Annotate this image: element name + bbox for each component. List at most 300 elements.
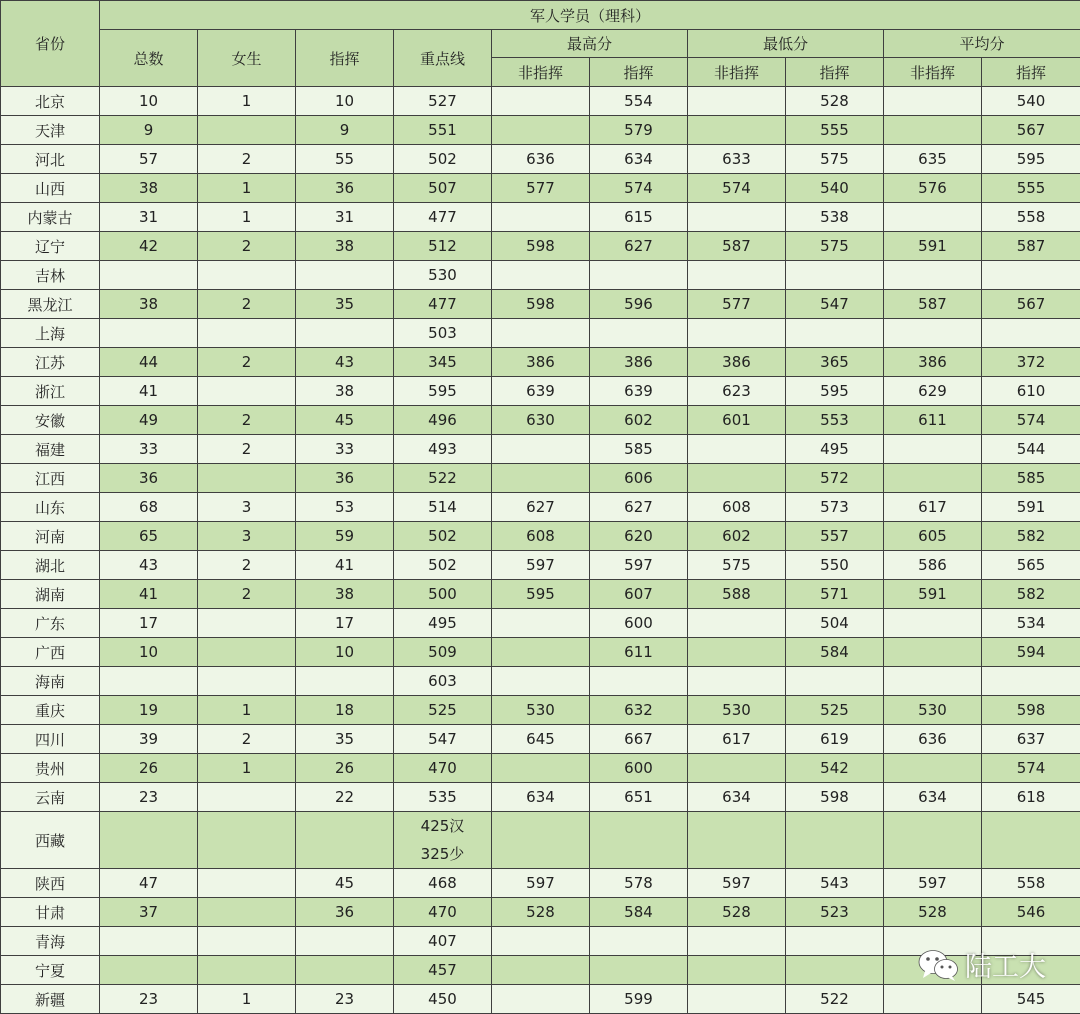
keyline-cell: 595: [394, 377, 492, 406]
command-cell: 31: [296, 203, 394, 232]
command-cell: 22: [296, 783, 394, 812]
avg-noncommand-cell: [884, 812, 982, 869]
max-command-cell: 574: [590, 174, 688, 203]
max-noncommand-cell: 595: [492, 580, 590, 609]
max-command-cell: 597: [590, 551, 688, 580]
total-cell: 68: [100, 493, 198, 522]
min-noncommand-cell: [688, 956, 786, 985]
watermark-text: 陆工大: [965, 945, 1046, 984]
min-noncommand-cell: [688, 435, 786, 464]
avg-noncommand-cell: 636: [884, 725, 982, 754]
max-noncommand-cell: [492, 927, 590, 956]
female-cell: [198, 638, 296, 667]
min-noncommand-cell: [688, 985, 786, 1014]
total-cell: 39: [100, 725, 198, 754]
province-cell: 陕西: [1, 869, 100, 898]
avg-noncommand-cell: [884, 667, 982, 696]
female-cell: 1: [198, 174, 296, 203]
avg-noncommand-cell: 530: [884, 696, 982, 725]
command-cell: 18: [296, 696, 394, 725]
min-noncommand-cell: 601: [688, 406, 786, 435]
province-cell: 青海: [1, 927, 100, 956]
max-command-cell: 599: [590, 985, 688, 1014]
avg-command-cell: [982, 261, 1080, 290]
female-cell: [198, 898, 296, 927]
command-cell: 45: [296, 869, 394, 898]
header-max-command: 指挥: [590, 58, 688, 87]
female-cell: 2: [198, 551, 296, 580]
max-noncommand-cell: [492, 667, 590, 696]
female-cell: [198, 116, 296, 145]
province-cell: 湖南: [1, 580, 100, 609]
keyline-cell: 547: [394, 725, 492, 754]
keyline-cell: 450: [394, 985, 492, 1014]
female-cell: [198, 464, 296, 493]
max-noncommand-cell: [492, 812, 590, 869]
province-cell: 海南: [1, 667, 100, 696]
female-cell: 1: [198, 87, 296, 116]
province-cell: 河南: [1, 522, 100, 551]
command-cell: 10: [296, 87, 394, 116]
province-cell: 河北: [1, 145, 100, 174]
max-command-cell: 585: [590, 435, 688, 464]
command-cell: 36: [296, 174, 394, 203]
avg-noncommand-cell: [884, 754, 982, 783]
watermark: [917, 945, 1046, 984]
table-row: [1, 203, 1080, 232]
max-command-cell: 615: [590, 203, 688, 232]
table-row: [1, 898, 1080, 927]
max-command-cell: 606: [590, 464, 688, 493]
min-noncommand-cell: [688, 261, 786, 290]
min-command-cell: 365: [786, 348, 884, 377]
min-command-cell: 495: [786, 435, 884, 464]
avg-command-cell: 574: [982, 754, 1080, 783]
max-noncommand-cell: 608: [492, 522, 590, 551]
keyline-cell: 503: [394, 319, 492, 348]
avg-command-cell: 637: [982, 725, 1080, 754]
table-row: [1, 348, 1080, 377]
keyline-cell: 522: [394, 464, 492, 493]
min-command-cell: 595: [786, 377, 884, 406]
province-cell: 广西: [1, 638, 100, 667]
avg-command-cell: 567: [982, 116, 1080, 145]
min-command-cell: [786, 667, 884, 696]
min-command-cell: 572: [786, 464, 884, 493]
table-row: [1, 783, 1080, 812]
header-female: 女生: [198, 30, 296, 87]
min-command-cell: 550: [786, 551, 884, 580]
command-cell: 43: [296, 348, 394, 377]
min-command-cell: 523: [786, 898, 884, 927]
total-cell: 26: [100, 754, 198, 783]
max-command-cell: 579: [590, 116, 688, 145]
keyline-cell: 502: [394, 145, 492, 174]
command-cell: 59: [296, 522, 394, 551]
total-cell: 49: [100, 406, 198, 435]
female-cell: 2: [198, 145, 296, 174]
female-cell: 2: [198, 725, 296, 754]
header-total: 总数: [100, 30, 198, 87]
max-command-cell: 554: [590, 87, 688, 116]
max-noncommand-cell: [492, 116, 590, 145]
avg-noncommand-cell: 528: [884, 898, 982, 927]
max-noncommand-cell: 627: [492, 493, 590, 522]
province-cell: 安徽: [1, 406, 100, 435]
avg-command-cell: 618: [982, 783, 1080, 812]
table-row: [1, 87, 1080, 116]
min-noncommand-cell: 602: [688, 522, 786, 551]
min-command-cell: [786, 927, 884, 956]
province-cell: 江苏: [1, 348, 100, 377]
female-cell: 2: [198, 348, 296, 377]
female-cell: 2: [198, 435, 296, 464]
avg-command-cell: 582: [982, 580, 1080, 609]
keyline-cell: [394, 812, 492, 869]
table-row: [1, 985, 1080, 1014]
command-cell: 35: [296, 290, 394, 319]
max-command-cell: 578: [590, 869, 688, 898]
min-command-cell: [786, 319, 884, 348]
keyline-cell: 477: [394, 203, 492, 232]
province-cell: 西藏: [1, 812, 100, 869]
avg-command-cell: 598: [982, 696, 1080, 725]
avg-command-cell: 595: [982, 145, 1080, 174]
header-province: 省份: [1, 1, 100, 87]
min-noncommand-cell: 597: [688, 869, 786, 898]
header-avg-noncommand: 非指挥: [884, 58, 982, 87]
header-group-title: 军人学员（理科）: [100, 1, 1080, 30]
total-cell: 36: [100, 464, 198, 493]
max-command-cell: 602: [590, 406, 688, 435]
max-noncommand-cell: 636: [492, 145, 590, 174]
max-noncommand-cell: 530: [492, 696, 590, 725]
keyline-cell: 509: [394, 638, 492, 667]
avg-command-cell: 594: [982, 638, 1080, 667]
avg-noncommand-cell: [884, 203, 982, 232]
command-cell: 26: [296, 754, 394, 783]
header-min-score: 最低分: [688, 30, 884, 58]
table-row: [1, 551, 1080, 580]
max-command-cell: [590, 812, 688, 869]
header-keyline: 重点线: [394, 30, 492, 87]
total-cell: 57: [100, 145, 198, 174]
command-cell: 38: [296, 580, 394, 609]
max-noncommand-cell: [492, 609, 590, 638]
keyline-cell: 502: [394, 551, 492, 580]
header-min-noncommand: 非指挥: [688, 58, 786, 87]
max-noncommand-cell: 528: [492, 898, 590, 927]
command-cell: 38: [296, 377, 394, 406]
total-cell: [100, 812, 198, 869]
province-cell: 湖北: [1, 551, 100, 580]
table-row: [1, 232, 1080, 261]
table-row: [1, 638, 1080, 667]
total-cell: 33: [100, 435, 198, 464]
avg-command-cell: 558: [982, 869, 1080, 898]
female-cell: 2: [198, 580, 296, 609]
max-noncommand-cell: 386: [492, 348, 590, 377]
min-noncommand-cell: 574: [688, 174, 786, 203]
avg-command-cell: 372: [982, 348, 1080, 377]
max-noncommand-cell: [492, 956, 590, 985]
female-cell: [198, 783, 296, 812]
command-cell: 55: [296, 145, 394, 174]
max-command-cell: [590, 319, 688, 348]
province-cell: 山西: [1, 174, 100, 203]
avg-command-cell: [982, 319, 1080, 348]
table-row: [1, 464, 1080, 493]
min-noncommand-cell: [688, 464, 786, 493]
female-cell: 1: [198, 203, 296, 232]
province-cell: 宁夏: [1, 956, 100, 985]
total-cell: 42: [100, 232, 198, 261]
command-cell: 17: [296, 609, 394, 638]
keyline-cell: 407: [394, 927, 492, 956]
total-cell: 19: [100, 696, 198, 725]
total-cell: 47: [100, 869, 198, 898]
total-cell: 9: [100, 116, 198, 145]
header-min-command: 指挥: [786, 58, 884, 87]
total-cell: 38: [100, 290, 198, 319]
keyline-cell: 500: [394, 580, 492, 609]
min-command-cell: 522: [786, 985, 884, 1014]
max-noncommand-cell: [492, 203, 590, 232]
max-command-cell: 639: [590, 377, 688, 406]
total-cell: 23: [100, 783, 198, 812]
min-noncommand-cell: 623: [688, 377, 786, 406]
min-command-cell: 547: [786, 290, 884, 319]
max-command-cell: 607: [590, 580, 688, 609]
max-command-cell: 632: [590, 696, 688, 725]
max-command-cell: [590, 261, 688, 290]
min-command-cell: 571: [786, 580, 884, 609]
total-cell: 41: [100, 580, 198, 609]
min-command-cell: 504: [786, 609, 884, 638]
min-noncommand-cell: 386: [688, 348, 786, 377]
table-row: [1, 869, 1080, 898]
command-cell: [296, 319, 394, 348]
max-command-cell: 634: [590, 145, 688, 174]
province-cell: 山东: [1, 493, 100, 522]
avg-noncommand-cell: [884, 609, 982, 638]
keyline-cell: 470: [394, 754, 492, 783]
avg-command-cell: 585: [982, 464, 1080, 493]
province-cell: 四川: [1, 725, 100, 754]
avg-noncommand-cell: 635: [884, 145, 982, 174]
min-noncommand-cell: 587: [688, 232, 786, 261]
total-cell: 43: [100, 551, 198, 580]
table-row: [1, 609, 1080, 638]
max-noncommand-cell: [492, 638, 590, 667]
min-noncommand-cell: 617: [688, 725, 786, 754]
table-row: [1, 145, 1080, 174]
keyline-cell: 512: [394, 232, 492, 261]
female-cell: 3: [198, 493, 296, 522]
command-cell: 35: [296, 725, 394, 754]
command-cell: [296, 956, 394, 985]
table-row: [1, 725, 1080, 754]
total-cell: 41: [100, 377, 198, 406]
avg-noncommand-cell: 576: [884, 174, 982, 203]
keyline-cell: 525: [394, 696, 492, 725]
province-cell: 辽宁: [1, 232, 100, 261]
total-cell: 31: [100, 203, 198, 232]
max-noncommand-cell: 645: [492, 725, 590, 754]
min-command-cell: 528: [786, 87, 884, 116]
max-noncommand-cell: [492, 87, 590, 116]
avg-command-cell: 610: [982, 377, 1080, 406]
table-row: [1, 319, 1080, 348]
min-command-cell: 598: [786, 783, 884, 812]
keyline-minority: 325少: [394, 840, 491, 868]
avg-command-cell: 544: [982, 435, 1080, 464]
max-noncommand-cell: 597: [492, 869, 590, 898]
province-cell: 新疆: [1, 985, 100, 1014]
min-noncommand-cell: [688, 203, 786, 232]
max-command-cell: 386: [590, 348, 688, 377]
total-cell: [100, 319, 198, 348]
max-command-cell: [590, 956, 688, 985]
max-noncommand-cell: 598: [492, 232, 590, 261]
female-cell: 1: [198, 754, 296, 783]
female-cell: [198, 377, 296, 406]
command-cell: 23: [296, 985, 394, 1014]
min-noncommand-cell: 528: [688, 898, 786, 927]
total-cell: [100, 956, 198, 985]
max-command-cell: [590, 667, 688, 696]
max-noncommand-cell: [492, 261, 590, 290]
max-command-cell: 611: [590, 638, 688, 667]
female-cell: 2: [198, 406, 296, 435]
header-avg-command: 指挥: [982, 58, 1080, 87]
avg-noncommand-cell: [884, 87, 982, 116]
avg-noncommand-cell: 591: [884, 580, 982, 609]
table-row: [1, 522, 1080, 551]
total-cell: 10: [100, 87, 198, 116]
header-avg-score: 平均分: [884, 30, 1080, 58]
table-row: [1, 812, 1080, 869]
keyline-cell: 507: [394, 174, 492, 203]
min-noncommand-cell: 530: [688, 696, 786, 725]
avg-noncommand-cell: [884, 261, 982, 290]
command-cell: 53: [296, 493, 394, 522]
province-cell: 甘肃: [1, 898, 100, 927]
min-command-cell: [786, 812, 884, 869]
avg-noncommand-cell: 386: [884, 348, 982, 377]
avg-noncommand-cell: 591: [884, 232, 982, 261]
total-cell: 10: [100, 638, 198, 667]
province-cell: 天津: [1, 116, 100, 145]
command-cell: [296, 261, 394, 290]
max-noncommand-cell: 639: [492, 377, 590, 406]
avg-command-cell: [982, 812, 1080, 869]
min-noncommand-cell: [688, 754, 786, 783]
min-noncommand-cell: 634: [688, 783, 786, 812]
keyline-cell: 470: [394, 898, 492, 927]
min-command-cell: 573: [786, 493, 884, 522]
avg-command-cell: 555: [982, 174, 1080, 203]
female-cell: [198, 319, 296, 348]
avg-noncommand-cell: [884, 435, 982, 464]
max-noncommand-cell: 630: [492, 406, 590, 435]
min-command-cell: 584: [786, 638, 884, 667]
max-noncommand-cell: [492, 319, 590, 348]
female-cell: [198, 869, 296, 898]
min-noncommand-cell: [688, 667, 786, 696]
max-command-cell: 596: [590, 290, 688, 319]
province-cell: 上海: [1, 319, 100, 348]
avg-command-cell: 567: [982, 290, 1080, 319]
max-noncommand-cell: 598: [492, 290, 590, 319]
keyline-cell: 535: [394, 783, 492, 812]
command-cell: 36: [296, 464, 394, 493]
table-row: [1, 493, 1080, 522]
avg-noncommand-cell: [884, 985, 982, 1014]
min-command-cell: 542: [786, 754, 884, 783]
min-command-cell: 525: [786, 696, 884, 725]
command-cell: 45: [296, 406, 394, 435]
table-row: [1, 667, 1080, 696]
max-command-cell: 600: [590, 609, 688, 638]
min-noncommand-cell: [688, 87, 786, 116]
province-cell: 重庆: [1, 696, 100, 725]
command-cell: [296, 667, 394, 696]
female-cell: 2: [198, 290, 296, 319]
max-command-cell: 651: [590, 783, 688, 812]
table-row: [1, 174, 1080, 203]
avg-command-cell: 545: [982, 985, 1080, 1014]
table-row: [1, 435, 1080, 464]
table-row: [1, 261, 1080, 290]
total-cell: 38: [100, 174, 198, 203]
max-noncommand-cell: [492, 754, 590, 783]
min-noncommand-cell: 608: [688, 493, 786, 522]
province-cell: 云南: [1, 783, 100, 812]
keyline-cell: 495: [394, 609, 492, 638]
max-command-cell: 627: [590, 493, 688, 522]
avg-command-cell: 582: [982, 522, 1080, 551]
command-cell: 9: [296, 116, 394, 145]
min-command-cell: 575: [786, 232, 884, 261]
keyline-cell: 527: [394, 87, 492, 116]
command-cell: 33: [296, 435, 394, 464]
keyline-cell: 477: [394, 290, 492, 319]
command-cell: [296, 927, 394, 956]
keyline-cell: 345: [394, 348, 492, 377]
table-row: [1, 406, 1080, 435]
avg-noncommand-cell: [884, 319, 982, 348]
avg-command-cell: 546: [982, 898, 1080, 927]
min-noncommand-cell: [688, 319, 786, 348]
table-row: [1, 696, 1080, 725]
avg-command-cell: 574: [982, 406, 1080, 435]
avg-command-cell: 591: [982, 493, 1080, 522]
total-cell: [100, 667, 198, 696]
female-cell: [198, 609, 296, 638]
max-command-cell: 600: [590, 754, 688, 783]
avg-command-cell: 587: [982, 232, 1080, 261]
max-noncommand-cell: 597: [492, 551, 590, 580]
province-cell: 广东: [1, 609, 100, 638]
max-noncommand-cell: 634: [492, 783, 590, 812]
province-cell: 黑龙江: [1, 290, 100, 319]
female-cell: [198, 812, 296, 869]
min-noncommand-cell: 633: [688, 145, 786, 174]
province-cell: 浙江: [1, 377, 100, 406]
table-row: [1, 754, 1080, 783]
min-command-cell: [786, 956, 884, 985]
